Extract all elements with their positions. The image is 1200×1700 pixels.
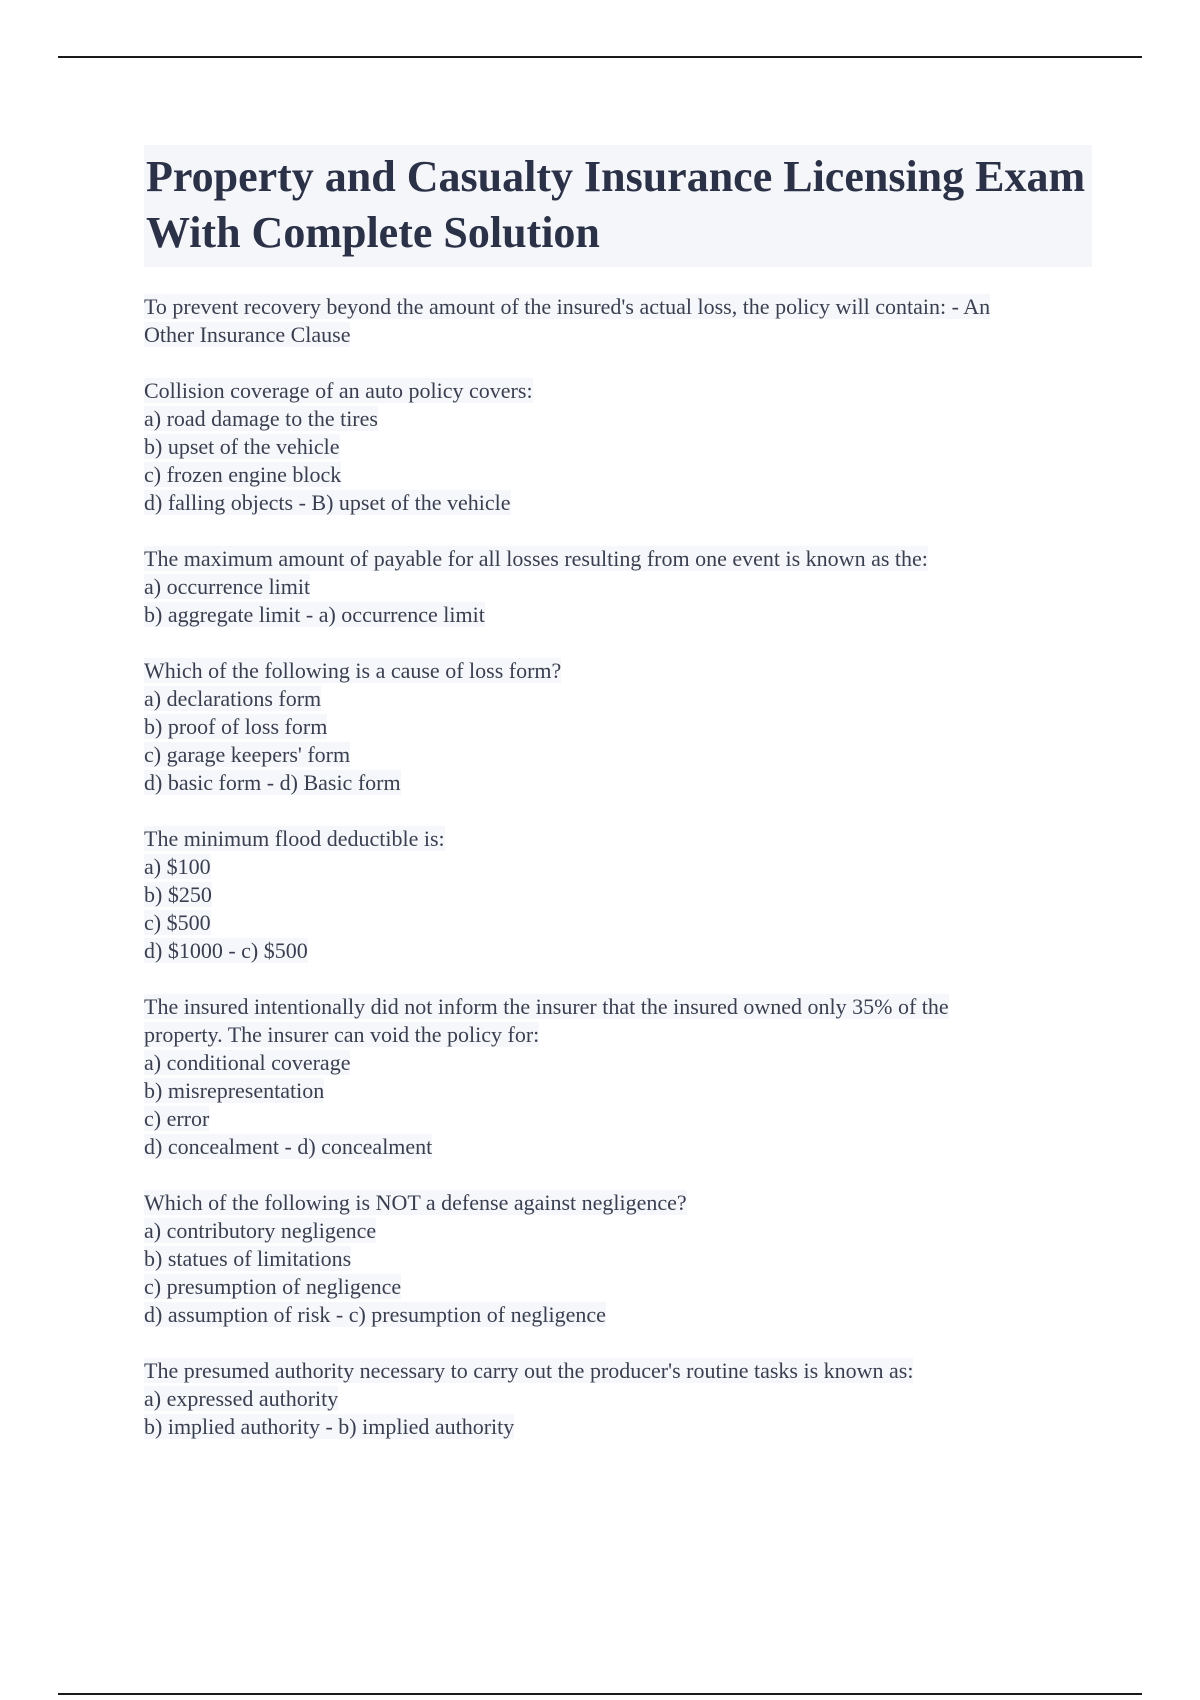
line-text: a) road damage to the tires [144,406,378,431]
line-text: c) frozen engine block [144,462,342,487]
question-line [144,909,1092,937]
line-text: Which of the following is NOT a defense against negligence? [144,1190,687,1215]
question-line [144,769,1092,797]
title-block [144,145,1092,267]
question-line [144,1021,1092,1049]
line-text: a) expressed authority [144,1386,339,1411]
question-line [144,685,1092,713]
line-text: d) $1000 - c) $500 [144,938,308,963]
line-text: b) statues of limitations [144,1246,352,1271]
question-line [144,601,1092,629]
question-line [144,1105,1092,1133]
question-line [144,1385,1092,1413]
question-line [144,1133,1092,1161]
line-text: a) contributory negligence [144,1218,377,1243]
line-text: b) $250 [144,882,212,907]
question-text [144,993,1092,1021]
question-text [144,377,1092,405]
question-text [144,545,1092,573]
question-text [144,293,1092,321]
question-block [144,993,1092,1161]
line-text: a) declarations form [144,686,322,711]
question-line [144,489,1092,517]
question-line [144,321,1092,349]
line-text: To prevent recovery beyond the amount of the insured's actual loss, the policy will contain: - An [144,294,991,319]
question-block [144,377,1092,517]
line-text: b) aggregate limit - a) occurrence limit [144,602,485,627]
question-line [144,937,1092,965]
question-block [144,293,1092,349]
line-text: The presumed authority necessary to carry out the producer's routine tasks is known as: [144,1358,914,1383]
line-text: a) $100 [144,854,211,879]
question-line [144,741,1092,769]
line-text: b) implied authority - b) implied authority [144,1414,515,1439]
question-list [144,293,1092,1441]
line-text: d) assumption of risk - c) presumption of negligence [144,1302,606,1327]
question-line [144,1301,1092,1329]
line-text: c) $500 [144,910,211,935]
question-line [144,1217,1092,1245]
line-text: The maximum amount of payable for all losses resulting from one event is known as the: [144,546,928,571]
question-line [144,461,1092,489]
question-line [144,1245,1092,1273]
line-text: d) falling objects - B) upset of the vehicle [144,490,511,515]
line-text: d) basic form - d) Basic form [144,770,401,795]
question-line [144,881,1092,909]
line-text: a) conditional coverage [144,1050,351,1075]
line-text: Collision coverage of an auto policy covers: [144,378,533,403]
line-text: The minimum flood deductible is: [144,826,445,851]
line-text: d) concealment - d) concealment [144,1134,433,1159]
line-text: c) garage keepers' form [144,742,351,767]
top-rule [58,56,1142,58]
line-text: property. The insurer can void the policy for: [144,1022,540,1047]
question-line [144,573,1092,601]
document-body [144,145,1092,1469]
question-text [144,657,1092,685]
question-line [144,1413,1092,1441]
question-line [144,433,1092,461]
line-text: c) presumption of negligence [144,1274,402,1299]
line-text: b) proof of loss form [144,714,328,739]
question-line [144,713,1092,741]
question-line [144,853,1092,881]
document-title: Property and Casualty Insurance Licensing Exam With Complete Solution [146,152,1086,257]
bottom-rule [58,1693,1142,1695]
line-text: The insured intentionally did not inform the insurer that the insured owned only 35% of the [144,994,949,1019]
question-block [144,825,1092,965]
question-line [144,1273,1092,1301]
question-block [144,545,1092,629]
question-block [144,657,1092,797]
line-text: Which of the following is a cause of loss form? [144,658,562,683]
question-line [144,405,1092,433]
question-text [144,1189,1092,1217]
question-text [144,1357,1092,1385]
line-text: c) error [144,1106,210,1131]
line-text: Other Insurance Clause [144,322,351,347]
question-block [144,1189,1092,1329]
line-text: b) upset of the vehicle [144,434,340,459]
line-text: a) occurrence limit [144,574,311,599]
line-text: b) misrepresentation [144,1078,325,1103]
question-line [144,1049,1092,1077]
question-block [144,1357,1092,1441]
question-line [144,1077,1092,1105]
question-text [144,825,1092,853]
